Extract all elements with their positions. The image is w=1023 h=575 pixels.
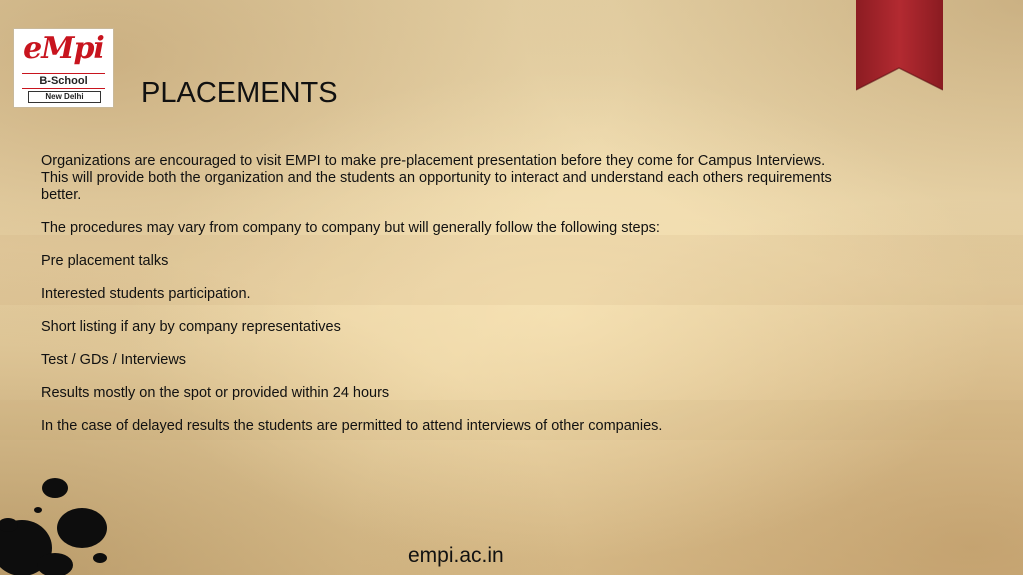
empi-logo (13, 28, 114, 108)
list-item: Interested students participation. (41, 286, 251, 302)
intro-paragraph: Organizations are encouraged to visit EMPI to make pre-placement presentation before they come for Campus Interviews. This will provide both the organization and the students an opportunity to interact and understand each others requirements better. (41, 153, 832, 203)
list-item: In the case of delayed results the students are permitted to attend interviews of other companies. (41, 418, 663, 434)
list-item: Results mostly on the spot or provided within 24 hours (41, 385, 390, 401)
footer-url: empi.ac.in (408, 544, 504, 567)
logo-subtitle: B-School (22, 73, 105, 89)
list-item: Test / GDs / Interviews (41, 352, 187, 368)
content-body (41, 153, 841, 451)
list-item: Pre placement talks (41, 253, 169, 269)
page-title: PLACEMENTS (141, 77, 338, 109)
logo-city: New Delhi (28, 91, 101, 103)
logo-mark: eMpi (23, 31, 104, 66)
ink-splatter-icon (0, 470, 120, 575)
procedure-intro: The procedures may vary from company to company but will generally follow the following steps: (41, 220, 660, 236)
list-item: Short listing if any by company representatives (41, 319, 341, 335)
bookmark-ribbon-icon (856, 0, 943, 92)
